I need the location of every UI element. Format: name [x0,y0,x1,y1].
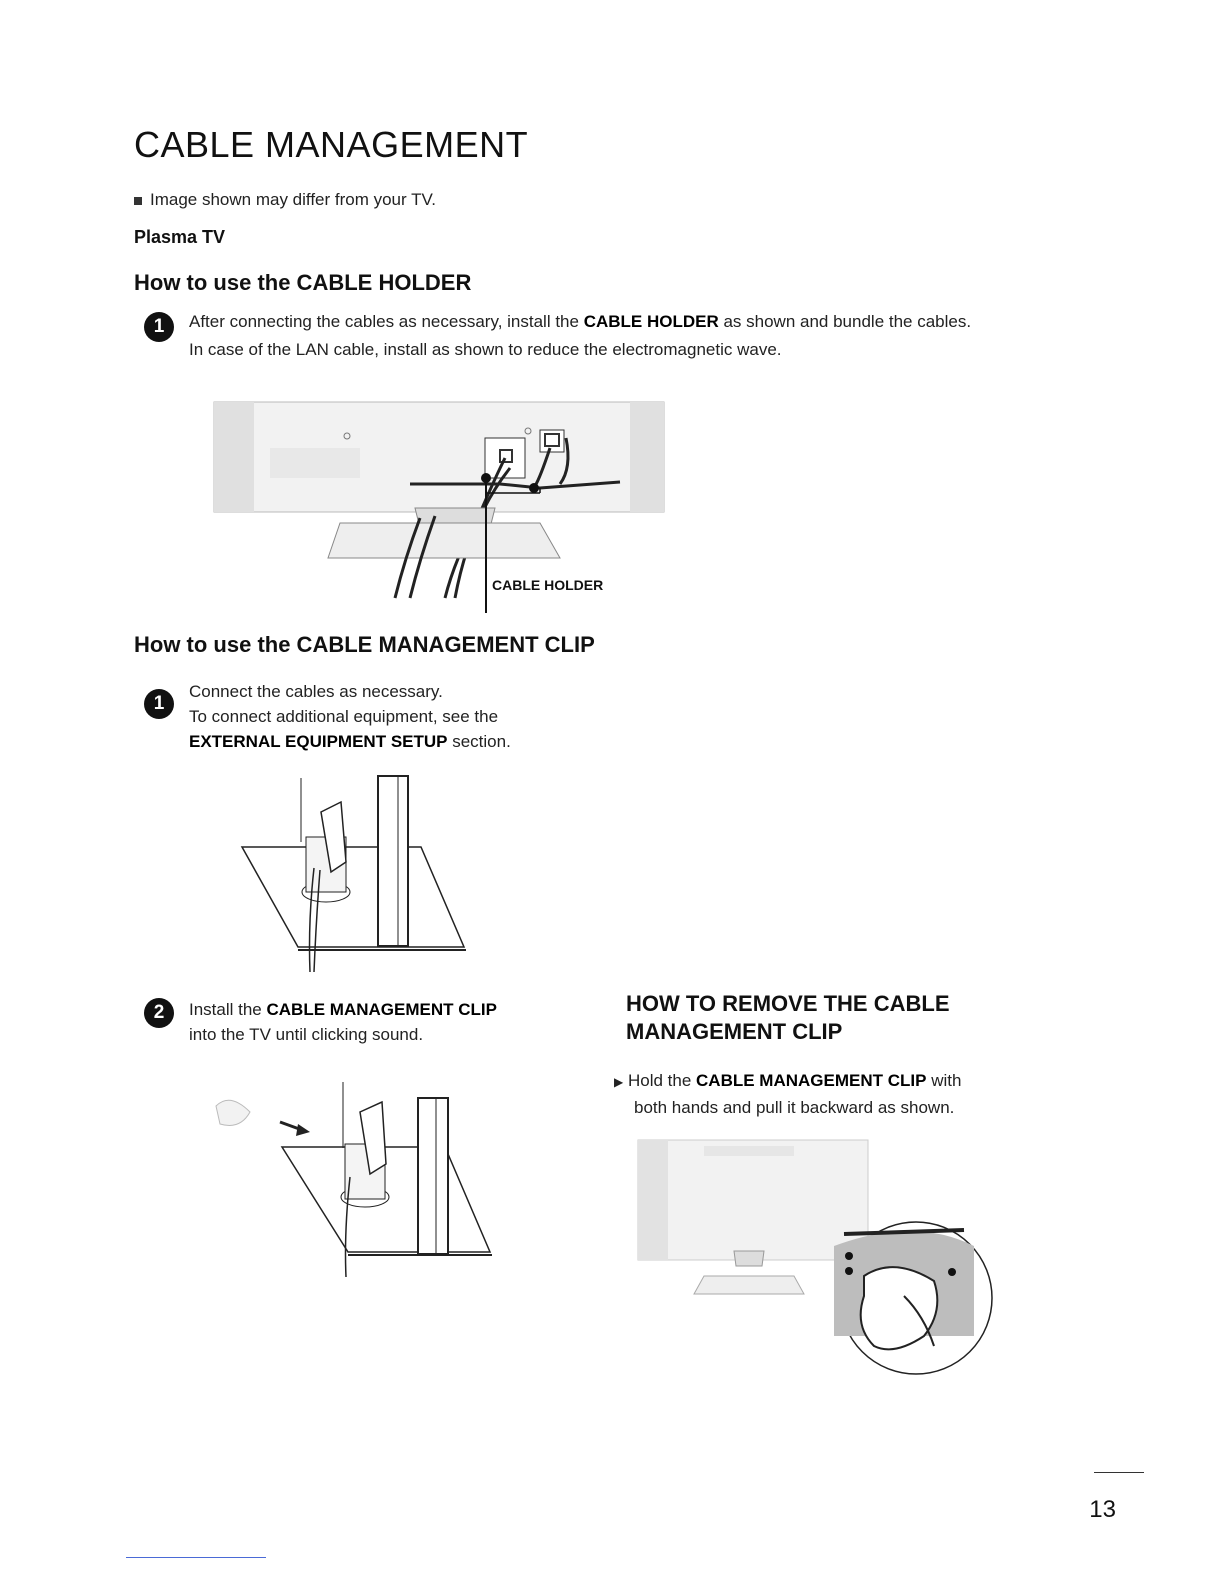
note [134,190,436,210]
text-bold: EXTERNAL EQUIPMENT SETUP [189,732,448,751]
install-clip-illustration [210,1072,500,1282]
bottom-link-rule [126,1557,266,1558]
remove-clip-text [614,1068,1034,1120]
cable-holder-title: How to use the CABLE HOLDER [134,270,472,295]
triangle-right-icon: ▶ [614,1075,624,1089]
text-part: Install the [189,1000,267,1019]
step-1-badge: 1 [144,312,174,342]
text-part: into the TV until clicking sound. [189,1025,424,1044]
cable-holder-caption: CABLE HOLDER [492,577,604,593]
text-part: Connect the cables as necessary. [189,682,443,701]
text-bold: CABLE MANAGEMENT CLIP [266,1000,497,1019]
text-part: After connecting the cables as necessary, install the [189,312,584,331]
page-number: 13 [1089,1496,1116,1523]
text-part: In case of the LAN cable, install as shown to reduce the electromagnetic wave. [189,340,782,359]
text-part: Hold the [627,1071,697,1090]
tv-back-cable-holder-illustration [210,398,680,618]
clip-title: How to use the CABLE MANAGEMENT CLIP [134,632,595,657]
step-2-badge: 2 [144,998,174,1028]
text-part: with [926,1071,962,1090]
step-1-badge: 1 [144,689,174,719]
text-part: To connect additional equipment, see the [189,707,499,726]
remove-clip-illustration [634,1136,1004,1386]
text-bold: CABLE HOLDER [583,312,719,331]
text-bold: CABLE MANAGEMENT CLIP [696,1071,927,1090]
bullet-square-icon [134,197,142,205]
clip-step-2-text [189,997,609,1047]
text-part: section. [447,732,511,751]
footer-rule [1094,1472,1144,1473]
text-part: as shown and bundle the cables. [718,312,972,331]
clip-step-1-text [189,679,609,754]
cable-holder-step-1-text [189,309,1039,362]
text-part: both hands and pull it backward as shown. [634,1098,955,1117]
clip-on-stand-illustration [236,772,476,972]
remove-clip-title: HOW TO REMOVE THE CABLE MANAGEMENT CLIP [626,991,950,1044]
subheading: Plasma TV [134,227,226,247]
page-title: CABLE MANAGEMENT [134,124,529,165]
note-text: Image shown may differ from your TV. [150,190,436,209]
